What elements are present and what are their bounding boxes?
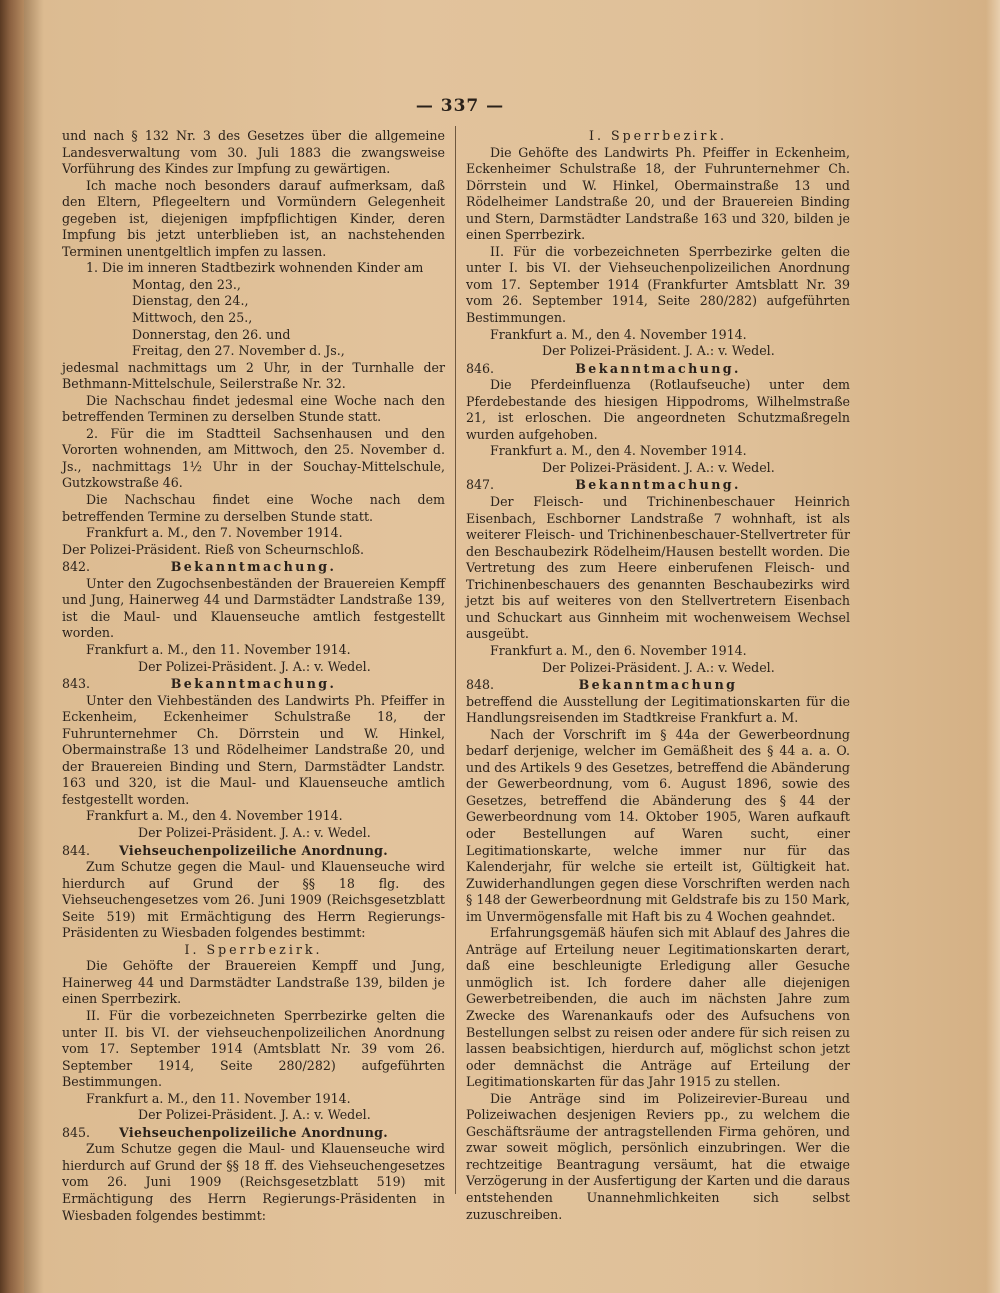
paragraph: 2. Für die im Stadtteil Sachsenhausen und den Vororten wohnenden, am Mittwoch, den 25. November d. Js., nachmittags 1½ Uhr in der Souchay-Mittelschule, Gutzkowstraße 46. [62,425,445,491]
notice-title: Viehseuchenpolizeiliche Anordnung. [119,1124,388,1140]
signature-line: Der Polizei-Präsident. J. A.: v. Wedel. [138,824,371,840]
right-column [466,128,850,1223]
paragraph: 1. Die im inneren Stadtbezirk wohnenden Kinder am [86,260,424,276]
paragraph: und nach § 132 Nr. 3 des Gesetzes über die allgemeine Landesverwaltung vom 30. Juli 1883 die zwangsweise Vorführung des Kindes zur Impfung zu gewärtigen. [62,128,445,177]
notice-number: 845. [62,1124,91,1140]
notice-number: 843. [62,676,91,692]
notice-heading-844 [62,843,445,860]
notice-number: 842. [62,559,91,575]
paragraph: Unter den Zugochsenbeständen der Brauereien Kempff und Jung, Hainerweg 44 und Darmstädter Landstraße 139, ist die Maul- und Klauenseuche amtlich festgestellt worden. [62,575,445,641]
signature-place-date: Frankfurt a. M., den 4. November 1914. [490,326,747,342]
notice-title: Bekanntmachung [578,677,738,693]
paragraph: Der Fleisch- und Trichinenbeschauer Heinrich Eisenbach, Eschborner Landstraße 7 wohnhaft, ist als weiterer Fleisch- und Trichinenbeschauer-Stellvertreter für den Beschaubezirk Rödelheim/Hausen bestellt worden. Die Vertretung des zum Heere einberufenen Fleisch- und Trichinenbeschauers des genannten Beschaubezirks wird jetzt bis auf weiteres von den Stellvertretern Eisenbach und Schuckart aus Ginnheim mit wochenweisem Wechsel ausgeübt. [466,494,850,642]
notice-number: 847. [466,477,495,493]
paragraph: jedesmal nachmittags um 2 Uhr, in der Turnhalle der Bethmann-Mittelschule, Seilerstraße Nr. 32. [62,359,445,392]
paragraph: betreffend die Ausstellung der Legitimationskarten für die Handlungsreisenden im Stadtkreise Frankfurt a. M. [466,693,850,726]
notice-title: Bekanntmachung. [575,360,741,376]
paragraph: Die Gehöfte der Brauereien Kempff und Jung, Hainerweg 44 und Darmstädter Landstraße 139, bilden je einen Sperrbezirk. [62,958,445,1007]
signature-place-date: Frankfurt a. M., den 11. November 1914. [86,1090,351,1106]
notice-title: Bekanntmachung. [170,559,337,575]
signature-line: Der Polizei-Präsident. J. A.: v. Wedel. [542,343,775,359]
notice-heading-845 [62,1125,445,1142]
paragraph: Unter den Viehbeständen des Landwirts Ph. Pfeiffer in Eckenheim, Eckenheimer Schulstraße 18, der Fuhrunternehmer Ch. Dörrstein und W. Hinkel, Obermainstraße 13 und Rödelheimer Landstraße 20, und der Brauereien Binding und Stern, Darmstädter Landstr. 163 und 320, ist die Maul- und Klauenseuche amtlich festgestellt worden. [62,692,445,807]
signature-place-date: Frankfurt a. M., den 7. November 1914. [86,525,343,541]
paragraph: Die Anträge sind im Polizeirevier-Bureau und Polizeiwachen desjenigen Reviers pp., zu welchem die Geschäftsräume der antragstellenden Firma gehören, und zwar soweit möglich, persönlich einzubringen. Wer die rechtzeitige Beantragung versäumt, hat die etwaige Verzögerung in der Ausfertigung der Karten und die daraus entstehenden Unannehmlichkeiten sich selbst zuzuschreiben. [466,1090,850,1222]
signature-place-date: Frankfurt a. M., den 11. November 1914. [86,641,351,657]
paragraph: Nach der Vorschrift im § 44a der Gewerbeordnung bedarf derjenige, welcher im Gemäßheit des § 44 a. a. O. und des Artikels 9 des Gesetzes, betreffend die Abänderung der Gewerbeordnung, vom 6. August 1896, sowie des Gesetzes, betreffend die Abänderung des § 44 der Gewerbeordnung vom 14. Oktober 1905, Waren aufkauft oder Bestellungen auf Waren sucht, einer Legitimationskarte, welche immer nur für das Kalenderjahr, für welche sie erteilt ist, Gültigkeit hat. Zuwiderhandlungen gegen diese Vorschriften werden nach § 148 der Gewerbeordnung mit Geldstrafe bis zu 150 Mark, im Unvermögensfalle mit Haft bis zu 4 Wochen geahndet. [466,726,850,924]
paragraph: II. Für die vorbezeichneten Sperrbezirke gelten die unter I. bis VI. der Viehseuchenpolizeilichen Anordnung vom 17. September 1914 (Frankfurter Amtsblatt Nr. 39 vom 26. September 1914, Seite 280/282) aufgeführten Bestimmungen. [466,243,850,326]
notice-heading-842 [62,559,445,576]
signature-place-date: Frankfurt a. M., den 6. November 1914. [490,642,747,658]
notice-heading-846 [466,361,850,378]
column-divider [455,126,456,1194]
signature-line: Der Polizei-Präsident. Rieß von Scheurnschloß. [62,541,365,557]
notice-heading-843 [62,676,445,693]
book-binding-edge [0,0,24,1293]
section-heading: I. Sperrbezirk. [589,128,727,143]
date-line: Dienstag, den 24., [132,293,249,309]
paragraph: Erfahrungsgemäß häufen sich mit Ablauf des Jahres die Anträge auf Erteilung neuer Legitimationskarten derart, daß eine beschleunigte Erledigung aller Gesuche unmöglich ist. Ich fordere daher alle diejenigen Gewerbetreibenden, die auch im nächsten Jahre zum Zwecke des Warenankaufs oder des Aufsuchens von Bestellungen selbst zu reisen oder andere für sich reisen zu lassen beabsichtigen, hierdurch auf, möglichst schon jetzt oder demnächst die Anträge auf Erteilung der Legitimationskarten für das Jahr 1915 zu stellen. [466,925,850,1090]
paragraph: Die Nachschau findet jedesmal eine Woche nach den betreffenden Terminen zu derselben Stunde statt. [62,392,445,425]
page-right-edge [986,0,1000,1293]
notice-number: 844. [62,842,91,858]
date-line: Montag, den 23., [132,276,241,292]
paragraph: Die Pferdeinfluenza (Rotlaufseuche) unter dem Pferdebestande des hiesigen Hippodroms, Wilhelmstraße 21, ist erloschen. Die angeordneten Schutzmaßregeln wurden aufgehoben. [466,377,850,442]
signature-line: Der Polizei-Präsident. J. A.: v. Wedel. [542,659,775,675]
paragraph: Die Gehöfte des Landwirts Ph. Pfeiffer in Eckenheim, Eckenheimer Schulstraße 18, der Fuhrunternehmer Ch. Dörrstein und W. Hinkel, Obermainstraße 13 und Rödelheimer Landstraße 20, und der Brauereien Binding und Stern, Darmstädter Landstraße 163 und 320, bilden je einen Sperrbezirk. [466,144,850,243]
signature-line: Der Polizei-Präsident. J. A.: v. Wedel. [138,658,371,674]
notice-heading-847 [466,477,850,494]
date-line: Freitag, den 27. November d. Js., [132,343,345,359]
signature-line: Der Polizei-Präsident. J. A.: v. Wedel. [138,1107,371,1123]
paragraph: II. Für die vorbezeichneten Sperrbezirke gelten die unter II. bis VI. der viehseuchenpolizeilichen Anordnung vom 17. September 1914 (Amtsblatt Nr. 39 vom 26. September 1914, Seite 280/282) aufgeführten Bestimmungen. [62,1007,445,1090]
notice-title: Viehseuchenpolizeiliche Anordnung. [119,842,388,858]
paragraph: Zum Schutze gegen die Maul- und Klauenseuche wird hierdurch auf Grund der §§ 18 flg. des Viehseuchengesetzes vom 26. Juni 1909 (Reichsgesetzblatt Seite 519) mit Ermächtigung des Herrn Regierungs-Präsidenten zu Wiesbaden folgendes bestimmt: [62,859,445,941]
notice-number: 846. [466,360,495,376]
paragraph: Ich mache noch besonders darauf aufmerksam, daß den Eltern, Pflegeeltern und Vormündern Gelegenheit gegeben ist, diejenigen impfpflichtigen Kinder, deren Impfung bis jetzt unterblieben ist, an nachstehenden Terminen unentgeltlich impfen zu lassen. [62,177,445,259]
notice-title: Bekanntmachung. [575,477,741,493]
notice-number: 848. [466,677,495,693]
notice-title: Bekanntmachung. [170,676,337,692]
left-column [62,128,445,1224]
date-line: Donnerstag, den 26. und [132,326,291,342]
notice-heading-848 [466,677,850,694]
signature-place-date: Frankfurt a. M., den 4. November 1914. [86,808,343,824]
signature-place-date: Frankfurt a. M., den 4. November 1914. [490,443,747,459]
gutter-shadow [24,0,44,1293]
signature-line: Der Polizei-Präsident. J. A.: v. Wedel. [542,459,775,475]
paragraph: Die Nachschau findet eine Woche nach dem betreffenden Termine zu derselben Stunde statt. [62,492,445,524]
date-line: Mittwoch, den 25., [132,310,253,326]
page-number: — 337 — [415,96,505,116]
paragraph: Zum Schutze gegen die Maul- und Klauenseuche wird hierdurch auf Grund der §§ 18 ff. des Viehseuchengesetzes vom 26. Juni 1909 (Reichsgesetzblatt 519) mit Ermächtigung des Herrn Regierungs-Präsidenten in Wiesbaden folgendes bestimmt: [62,1141,445,1223]
section-heading: I. Sperrbezirk. [184,941,323,957]
